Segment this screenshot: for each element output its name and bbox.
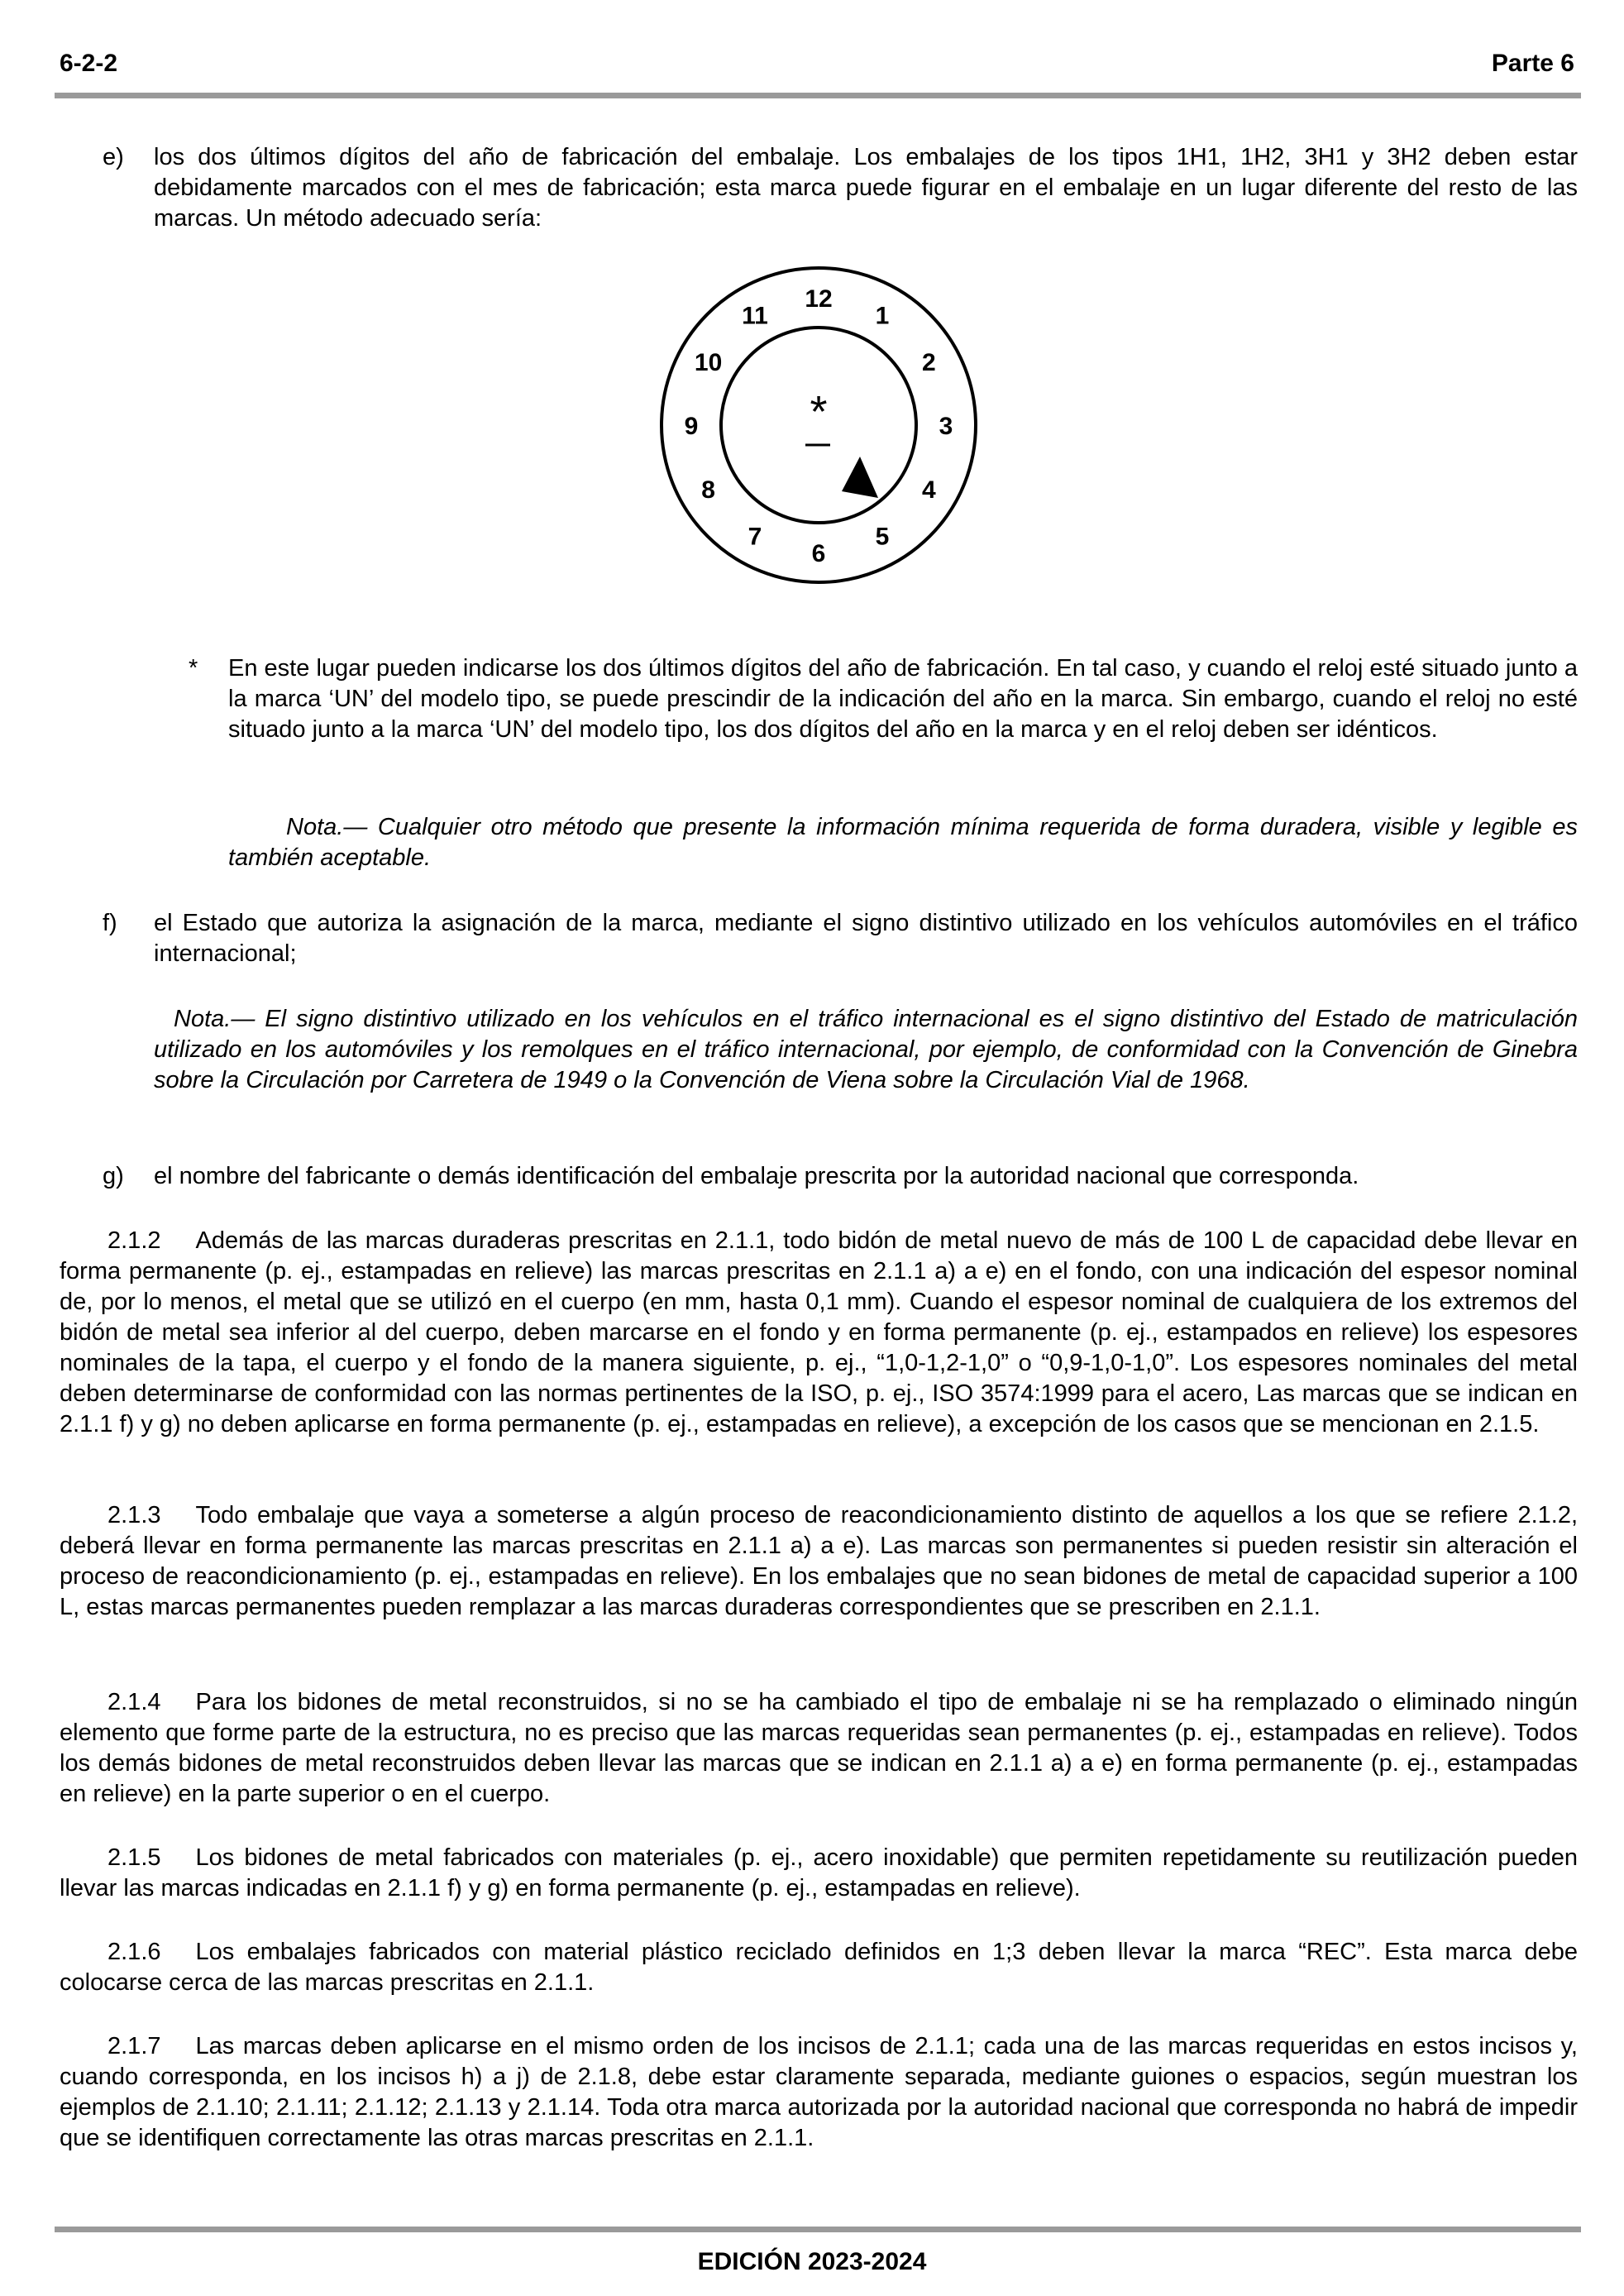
clock-number-9: 9 <box>684 413 699 440</box>
paragraph-number: 2.1.3 <box>107 1502 161 1528</box>
clock-center-asterisk: * <box>810 387 828 437</box>
item-g-label: g) <box>103 1163 124 1189</box>
paragraph-2-1-5 <box>60 1843 1578 1904</box>
header-rule <box>55 93 1581 98</box>
clock-number-7: 7 <box>748 523 762 551</box>
clock-arrow-icon <box>842 457 878 498</box>
edition-footer: EDICIÓN 2023-2024 <box>697 2248 927 2275</box>
item-g-text: el nombre del fabricante o demás identificación del embalaje prescrita por la autoridad nacional que corresponda. <box>154 1163 1359 1189</box>
clock-number-11: 11 <box>742 302 768 330</box>
item-e-label: e) <box>103 144 124 170</box>
footnote-text: En este lugar pueden indicarse los dos últimos dígitos del año de fabricación. En tal caso, y cuando el reloj esté situado junto a la marca ‘UN’ del modelo tipo, se puede prescindir de la indicación del año en la marca. Sin embargo, cuando el reloj no esté situado junto a la marca ‘UN’ del modelo tipo, los dos dígitos del año en la marca y en el reloj deben ser idénticos. <box>228 655 1578 743</box>
clock-number-3: 3 <box>939 413 953 440</box>
clock-number-8: 8 <box>701 476 715 504</box>
paragraph-2-1-6 <box>60 1937 1578 1998</box>
paragraph-2-1-4 <box>60 1687 1578 1810</box>
footer-rule <box>55 2227 1581 2232</box>
clock-number-5: 5 <box>875 523 890 551</box>
footnote-marker: * <box>189 655 198 682</box>
paragraph-number: 2.1.5 <box>107 1844 161 1871</box>
paragraph-2-1-7 <box>60 2031 1578 2154</box>
clock-number-10: 10 <box>694 349 723 376</box>
part-label: Parte 6 <box>1491 50 1574 77</box>
paragraph-number: 2.1.2 <box>107 1227 161 1254</box>
clock-number-1: 1 <box>875 302 890 330</box>
paragraph-number: 2.1.7 <box>107 2033 161 2059</box>
clock-number-12: 12 <box>805 285 833 313</box>
month-clock-diagram <box>658 265 979 586</box>
section-number: 6-2-2 <box>60 50 118 77</box>
clock-number-6: 6 <box>811 540 826 567</box>
paragraph-text: Todo embalaje que vaya a someterse a algún proceso de reacondicionamiento distinto de aquellos a los que se refiere 2.1.2, deberá llevar en forma permanente las marcas prescritas en 2.1.1 a) a e). Las marcas son permanentes si pueden resistir sin alteración el proceso de reacondicionamiento (p. ej., estampadas en relieve). En los embalajes que no sean bidones de metal de capacidad superior a 100 L, estas marcas permanentes pueden remplazar a las marcas duraderas correspondientes que se prescriben en 2.1.1. <box>60 1502 1578 1620</box>
paragraph-2-1-3 <box>60 1500 1578 1623</box>
paragraph-text: Las marcas deben aplicarse en el mismo orden de los incisos de 2.1.1; cada una de las marcas requeridas en estos incisos y, cuando corresponda, en los incisos h) a j) de 2.1.8, debe estar claramente separada, mediante guiones o espacios, según muestran los ejemplos de 2.1.10; 2.1.11; 2.1.12; 2.1.13 y 2.1.14. Toda otra marca autorizada por la autoridad nacional que corresponda no habrá de impedir que se identifiquen correctamente las otras marcas prescritas en 2.1.1. <box>60 2033 1578 2151</box>
paragraph-text: Además de las marcas duraderas prescritas en 2.1.1, todo bidón de metal nuevo de más de 100 L de capacidad debe llevar en forma permanente (p. ej., estampadas en relieve) las marcas prescritas en 2.1.1 a) a e) en el fondo, con una indicación del espesor nominal de, por lo menos, el metal que se utilizó en el cuerpo (en mm, hasta 0,1 mm). Cuando el espesor nominal de cualquiera de los extremos del bidón de metal sea inferior al del cuerpo, deben marcarse en el fondo y en forma permanente (p. ej., estampados en relieve) los espesores nominales de la tapa, el cuerpo y el fondo de la manera siguiente, p. ej., “1,0-1,2-1,0” o “0,9-1,0-1,0”. Los espesores nominales del metal deben determinarse de conformidad con las normas pertinentes de la ISO, p. ej., ISO 3574:1999 para el acero, Las marcas que se indican en 2.1.1 f) y g) no deben aplicarse en forma permanente (p. ej., estampadas en relieve), a excepción de los casos que se mencionan en 2.1.5. <box>60 1227 1578 1437</box>
note-1: Nota.— Cualquier otro método que presente la información mínima requerida de forma duradera, visible y legible es también aceptable. <box>228 814 1578 871</box>
paragraph-text: Los embalajes fabricados con material plástico reciclado definidos en 1;3 deben llevar la marca “REC”. Esta marca debe colocarse cerca de las marcas prescritas en 2.1.1. <box>60 1939 1578 1996</box>
paragraph-text: Los bidones de metal fabricados con materiales (p. ej., acero inoxidable) que permiten repetidamente su reutilización pueden llevar las marcas indicadas en 2.1.1 f) y g) en forma permanente (p. ej., estampadas en relieve). <box>60 1844 1578 1901</box>
clock-svg <box>658 265 979 586</box>
item-f-label: f) <box>103 910 117 936</box>
clock-number-4: 4 <box>922 476 936 504</box>
paragraph-2-1-2 <box>60 1226 1578 1440</box>
paragraph-text: Para los bidones de metal reconstruidos, si no se ha cambiado el tipo de embalaje ni se ha remplazado o eliminado ningún elemento que forme parte de la estructura, no es preciso que las marcas requeridas sean permanentes (p. ej., estampadas en relieve). Todos los demás bidones de metal reconstruidos deben llevar las marcas que se indican en 2.1.1 a) a e) en forma permanente (p. ej., estampadas en relieve) en la parte superior o en el cuerpo. <box>60 1689 1578 1807</box>
paragraph-number: 2.1.4 <box>107 1689 161 1715</box>
note-2: Nota.— El signo distintivo utilizado en los vehículos en el tráfico internacional es el signo distintivo del Estado de matriculación utilizado en los automóviles y los remolques en el tráfico internacional, por ejemplo, de conformidad con la Convención de Ginebra sobre la Circulación por Carretera de 1949 o la Convención de Viena sobre la Circulación Vial de 1968. <box>154 1006 1578 1093</box>
paragraph-number: 2.1.6 <box>107 1939 161 1965</box>
item-e-text: los dos últimos dígitos del año de fabricación del embalaje. Los embalajes de los tipos 1H1, 1H2, 3H1 y 3H2 deben estar debidamente marcados con el mes de fabricación; esta marca puede figurar en el embalaje en un lugar diferente del resto de las marcas. Un método adecuado sería: <box>154 144 1578 232</box>
clock-number-2: 2 <box>922 349 936 376</box>
item-f-text: el Estado que autoriza la asignación de la marca, mediante el signo distintivo utilizado en los vehículos automóviles en el tráfico internacional; <box>154 910 1578 967</box>
